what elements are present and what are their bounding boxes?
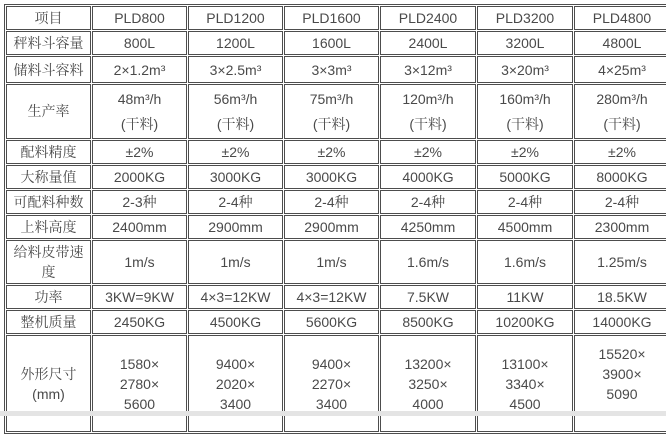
row-label-cell <box>6 335 91 432</box>
value-cell <box>188 285 283 309</box>
value-line: (干料) <box>506 115 544 132</box>
value-line: 18.5KW <box>597 289 647 305</box>
value-line: 3×2.5m³ <box>209 61 262 78</box>
value-line: 2×1.2m³ <box>113 61 166 78</box>
row-label-line: 给料皮带速度 <box>13 244 84 280</box>
value-line: 120m³/h <box>402 90 454 107</box>
row-label-line: (mm) <box>32 385 65 402</box>
value-line: (干料) <box>216 115 255 132</box>
value-line: 4500mm <box>497 219 553 235</box>
value-cell <box>92 190 187 214</box>
page-bottom-strip <box>0 411 666 416</box>
header-cell-model: PLD1200 <box>188 6 283 30</box>
row-label-line: 整机质量 <box>20 314 77 330</box>
row-label-line: 配料精度 <box>20 144 77 160</box>
value-cell <box>574 165 666 189</box>
value-line: ±2% <box>125 144 154 160</box>
value-line: ±2% <box>511 144 539 160</box>
value-cell <box>92 240 187 284</box>
value-line: 2900mm <box>208 219 263 235</box>
value-line: 2400mm <box>112 219 167 235</box>
header-cell-model: PLD800 <box>92 6 187 30</box>
value-line: 2450KG <box>113 314 166 330</box>
value-line: 9400× <box>215 355 256 372</box>
row-label-line: 上料高度 <box>20 219 77 235</box>
value-cell <box>380 31 476 55</box>
value-line: 3000KG <box>209 169 262 185</box>
value-cell <box>380 190 476 214</box>
value-line: 2900mm <box>304 219 359 235</box>
value-cell <box>477 56 573 83</box>
value-cell <box>574 190 666 214</box>
value-cell <box>284 31 379 55</box>
row-label-cell <box>6 285 91 309</box>
value-cell <box>284 165 379 189</box>
table-row <box>6 240 666 284</box>
table-row <box>6 140 666 164</box>
value-line: ±2% <box>608 144 636 160</box>
value-cell <box>477 31 573 55</box>
value-line: 2-4种 <box>507 194 543 210</box>
value-cell <box>188 215 283 239</box>
row-label-cell <box>6 140 91 164</box>
value-line: 1.6m/s <box>503 254 546 270</box>
table-row <box>6 165 666 189</box>
spec-table <box>4 4 666 434</box>
value-cell <box>380 84 476 139</box>
value-cell <box>380 215 476 239</box>
value-cell <box>380 240 476 284</box>
value-line: 3250× <box>408 375 448 392</box>
value-line: 8000KG <box>596 169 648 185</box>
value-cell <box>380 165 476 189</box>
value-cell <box>92 84 187 139</box>
row-label-line: 可配料种数 <box>13 194 84 210</box>
value-line: 1200L <box>216 35 255 51</box>
value-cell <box>284 190 379 214</box>
value-line: 4×3=12KW <box>296 289 367 305</box>
value-cell <box>188 190 283 214</box>
value-line: 800L <box>123 35 156 51</box>
value-line: 75m³/h <box>309 90 354 107</box>
value-cell <box>188 56 283 83</box>
row-label-line: 功率 <box>34 289 63 305</box>
value-line: 2270× <box>311 375 352 392</box>
row-label-cell <box>6 240 91 284</box>
table-row <box>6 56 666 83</box>
value-line: 11KW <box>506 289 544 305</box>
value-line: 160m³/h <box>499 90 551 107</box>
value-line: 2-4种 <box>410 194 446 210</box>
value-line: 1m/s <box>124 254 155 270</box>
value-cell <box>188 165 283 189</box>
row-label-line: 外形尺寸 <box>20 365 77 382</box>
value-line: 5600KG <box>305 314 358 330</box>
value-cell <box>574 285 666 309</box>
value-line: 13100× <box>501 355 549 372</box>
value-line: 4000 <box>412 395 444 412</box>
table-row <box>6 310 666 334</box>
row-label-cell <box>6 56 91 83</box>
value-cell <box>477 165 573 189</box>
row-label-line: 大称量值 <box>20 169 77 185</box>
header-cell-model: PLD3200 <box>477 6 573 30</box>
value-cell <box>574 215 666 239</box>
value-cell <box>92 165 187 189</box>
value-cell <box>477 140 573 164</box>
value-line: 8500KG <box>402 314 454 330</box>
value-line: ±2% <box>317 144 346 160</box>
value-line: 280m³/h <box>596 90 648 107</box>
value-line: 3×20m³ <box>501 61 549 78</box>
table-row <box>6 215 666 239</box>
value-line: 2-4种 <box>604 194 640 210</box>
header-cell-model: PLD4800 <box>574 6 666 30</box>
value-cell <box>477 190 573 214</box>
value-line: 3000KG <box>305 169 358 185</box>
row-label-cell <box>6 31 91 55</box>
value-line: 56m³/h <box>213 90 258 107</box>
value-cell <box>92 310 187 334</box>
value-cell <box>477 84 573 139</box>
value-line: 3400 <box>219 395 252 412</box>
value-line: ±2% <box>414 144 442 160</box>
value-line: 2-3种 <box>122 194 157 210</box>
value-cell <box>188 84 283 139</box>
value-cell <box>477 310 573 334</box>
value-line: 3KW=9KW <box>105 289 174 305</box>
value-cell <box>92 335 187 432</box>
value-cell <box>574 310 666 334</box>
value-line: 4×25m³ <box>598 61 646 78</box>
value-cell <box>284 240 379 284</box>
value-line: 2000KG <box>113 169 166 185</box>
value-line: 2020× <box>215 375 256 392</box>
value-cell <box>477 335 573 432</box>
value-line: 1m/s <box>316 254 347 270</box>
row-label-cell <box>6 310 91 334</box>
value-line: 14000KG <box>592 314 652 330</box>
value-line: 5000KG <box>499 169 551 185</box>
value-cell <box>477 240 573 284</box>
value-cell <box>380 56 476 83</box>
value-cell <box>188 335 283 432</box>
value-cell <box>574 84 666 139</box>
value-line: (干料) <box>409 115 447 132</box>
value-line: ±2% <box>221 144 250 160</box>
value-cell <box>574 31 666 55</box>
value-line: 5600 <box>123 395 156 412</box>
value-cell <box>284 310 379 334</box>
spec-table-head <box>6 6 666 30</box>
value-line: 7.5KW <box>406 289 449 305</box>
value-line: 9400× <box>311 355 352 372</box>
value-line: 4500 <box>509 395 541 412</box>
value-line: 2-4种 <box>314 194 349 210</box>
row-label-cell <box>6 190 91 214</box>
value-line: (干料) <box>312 115 351 132</box>
row-label-cell <box>6 84 91 139</box>
value-cell <box>574 240 666 284</box>
value-line: 5090 <box>606 385 638 402</box>
value-line: 1.6m/s <box>406 254 449 270</box>
value-line: 10200KG <box>495 314 555 330</box>
table-row <box>6 285 666 309</box>
value-line: 3900× <box>602 365 642 382</box>
value-cell <box>188 31 283 55</box>
value-line: (干料) <box>120 115 159 132</box>
value-line: 2300mm <box>594 219 650 235</box>
value-line: 1580× <box>119 355 160 372</box>
table-row <box>6 335 666 432</box>
value-line: 1m/s <box>220 254 251 270</box>
value-line: 4×3=12KW <box>200 289 271 305</box>
value-line: 4000KG <box>402 169 454 185</box>
value-line: (干料) <box>603 115 641 132</box>
value-cell <box>188 140 283 164</box>
table-row <box>6 84 666 139</box>
table-row <box>6 31 666 55</box>
value-line: 4250mm <box>400 219 456 235</box>
value-cell <box>574 140 666 164</box>
header-cell-model: PLD2400 <box>380 6 476 30</box>
spec-table-body <box>6 31 666 432</box>
value-line: 3200L <box>505 35 545 51</box>
row-label-line: 储料斗容料 <box>13 61 84 78</box>
value-line: 15520× <box>598 345 646 362</box>
value-cell <box>574 335 666 432</box>
value-cell <box>477 285 573 309</box>
value-cell <box>284 285 379 309</box>
value-line: 2-4种 <box>218 194 253 210</box>
value-cell <box>92 285 187 309</box>
value-cell <box>380 335 476 432</box>
value-cell <box>188 310 283 334</box>
value-line: 2780× <box>119 375 160 392</box>
value-cell <box>188 240 283 284</box>
value-line: 3340× <box>505 375 545 392</box>
value-line: 4500KG <box>209 314 262 330</box>
row-label-line: 秤料斗容量 <box>13 35 84 51</box>
row-label-cell <box>6 165 91 189</box>
value-cell <box>284 56 379 83</box>
value-line: 2400L <box>408 35 448 51</box>
value-line: 1600L <box>312 35 351 51</box>
value-line: 3×3m³ <box>311 61 352 78</box>
value-cell <box>92 140 187 164</box>
table-row <box>6 190 666 214</box>
value-cell <box>92 56 187 83</box>
header-cell-item: 项目 <box>6 6 91 30</box>
value-cell <box>380 310 476 334</box>
value-cell <box>284 84 379 139</box>
value-cell <box>284 335 379 432</box>
value-cell <box>284 215 379 239</box>
value-cell <box>92 31 187 55</box>
value-line: 4800L <box>602 35 642 51</box>
value-cell <box>380 285 476 309</box>
value-cell <box>284 140 379 164</box>
header-row <box>6 6 666 30</box>
value-cell <box>574 56 666 83</box>
row-label-line: 生产率 <box>27 103 70 119</box>
value-line: 48m³/h <box>117 90 162 107</box>
value-cell <box>380 140 476 164</box>
header-cell-model: PLD1600 <box>284 6 379 30</box>
value-cell <box>477 215 573 239</box>
value-line: 3400 <box>315 395 348 412</box>
value-cell <box>92 215 187 239</box>
value-line: 13200× <box>404 355 452 372</box>
value-line: 3×12m³ <box>404 61 452 78</box>
value-line: 1.25m/s <box>597 254 647 270</box>
row-label-cell <box>6 215 91 239</box>
